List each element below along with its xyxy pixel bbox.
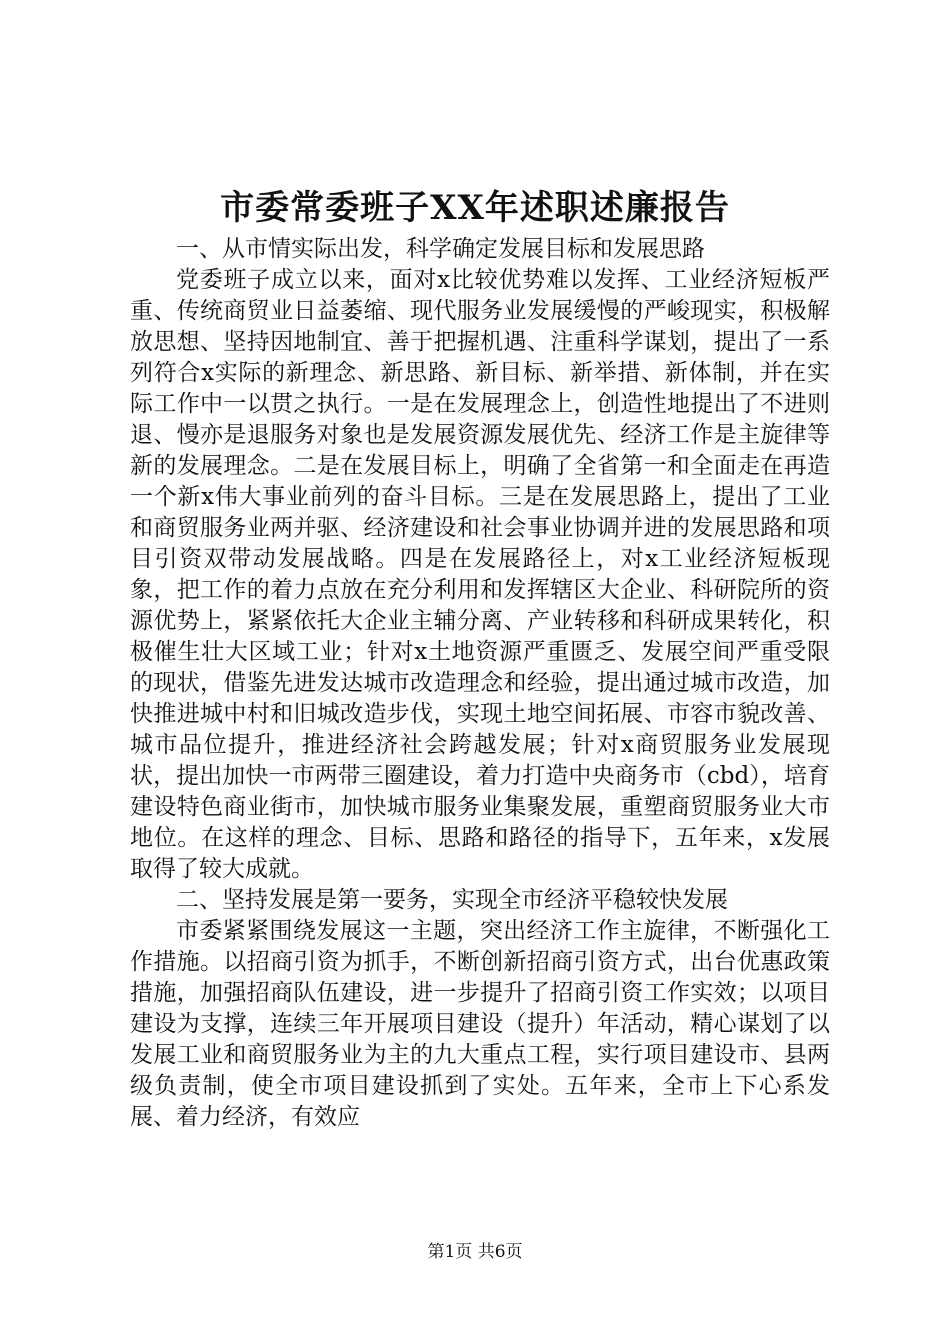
section-heading-2: 二、坚持发展是第一要务，实现全市经济平稳较快发展 [176, 887, 728, 913]
document-title: 市委常委班子XX年述职述廉报告 [220, 188, 730, 228]
page-number-footer: 第1页 共6页 [427, 1242, 523, 1262]
section-paragraph-2: 市委紧紧围绕发展这一主题，突出经济工作主旋律，不断强化工作措施。以招商引资为抓手，不断创新招商引资方式，出台优惠政策措施，加强招商队伍建设，进一步提升了招商引资工作实效；以项目建设为支撑，连续三年开展项目建设（提升）年活动，精心谋划了以发展工业和商贸服务业为主的九大重点工程，实行项目建设市、县两级负责制，使全市项目建设抓到了实处。五年来，全市上下心系发展、着力经济，有效应 [130, 918, 830, 1130]
document-body [130, 234, 830, 1133]
section-paragraph-1: 党委班子成立以来，面对x比较优势难以发挥、工业经济短板严重、传统商贸业日益萎缩、现代服务业发展缓慢的严峻现实，积极解放思想、坚持因地制宜、善于把握机遇、注重科学谋划，提出了一系列符合x实际的新理念、新思路、新目标、新举措、新体制，并在实际工作中一以贯之执行。一是在发展理念上，创造性地提出了不进则退、慢亦是退服务对象也是发展资源发展优先、经济工作是主旋律等新的发展理念。二是在发展目标上，明确了全省第一和全面走在再造一个新x伟大事业前列的奋斗目标。三是在发展思路上，提出了工业和商贸服务业两并驱、经济建设和社会事业协调并进的发展思路和项目引资双带动发展战略。四是在发展路径上，对x工业经济短板现象，把工作的着力点放在充分利用和发挥辖区大企业、科研院所的资源优势上，紧紧依托大企业主辅分离、产业转移和科研成果转化，积极催生壮大区域工业；针对x土地资源严重匮乏、发展空间严重受限的现状，借鉴先进发达城市改造理念和经验，提出通过城市改造，加快推进城中村和旧城改造步伐，实现土地空间拓展、市容市貌改善、城市品位提升，推进经济社会跨越发展；针对x商贸服务业发展现状，提出加快一市两带三圈建设，着力打造中央商务市（cbd），培育建设特色商业街市，加快城市服务业集聚发展，重塑商贸服务业大市地位。在这样的理念、目标、思路和路径的指导下，五年来，x发展取得了较大成就。 [130, 267, 830, 882]
section-heading-1: 一、从市情实际出发，科学确定发展目标和发展思路 [176, 236, 705, 262]
